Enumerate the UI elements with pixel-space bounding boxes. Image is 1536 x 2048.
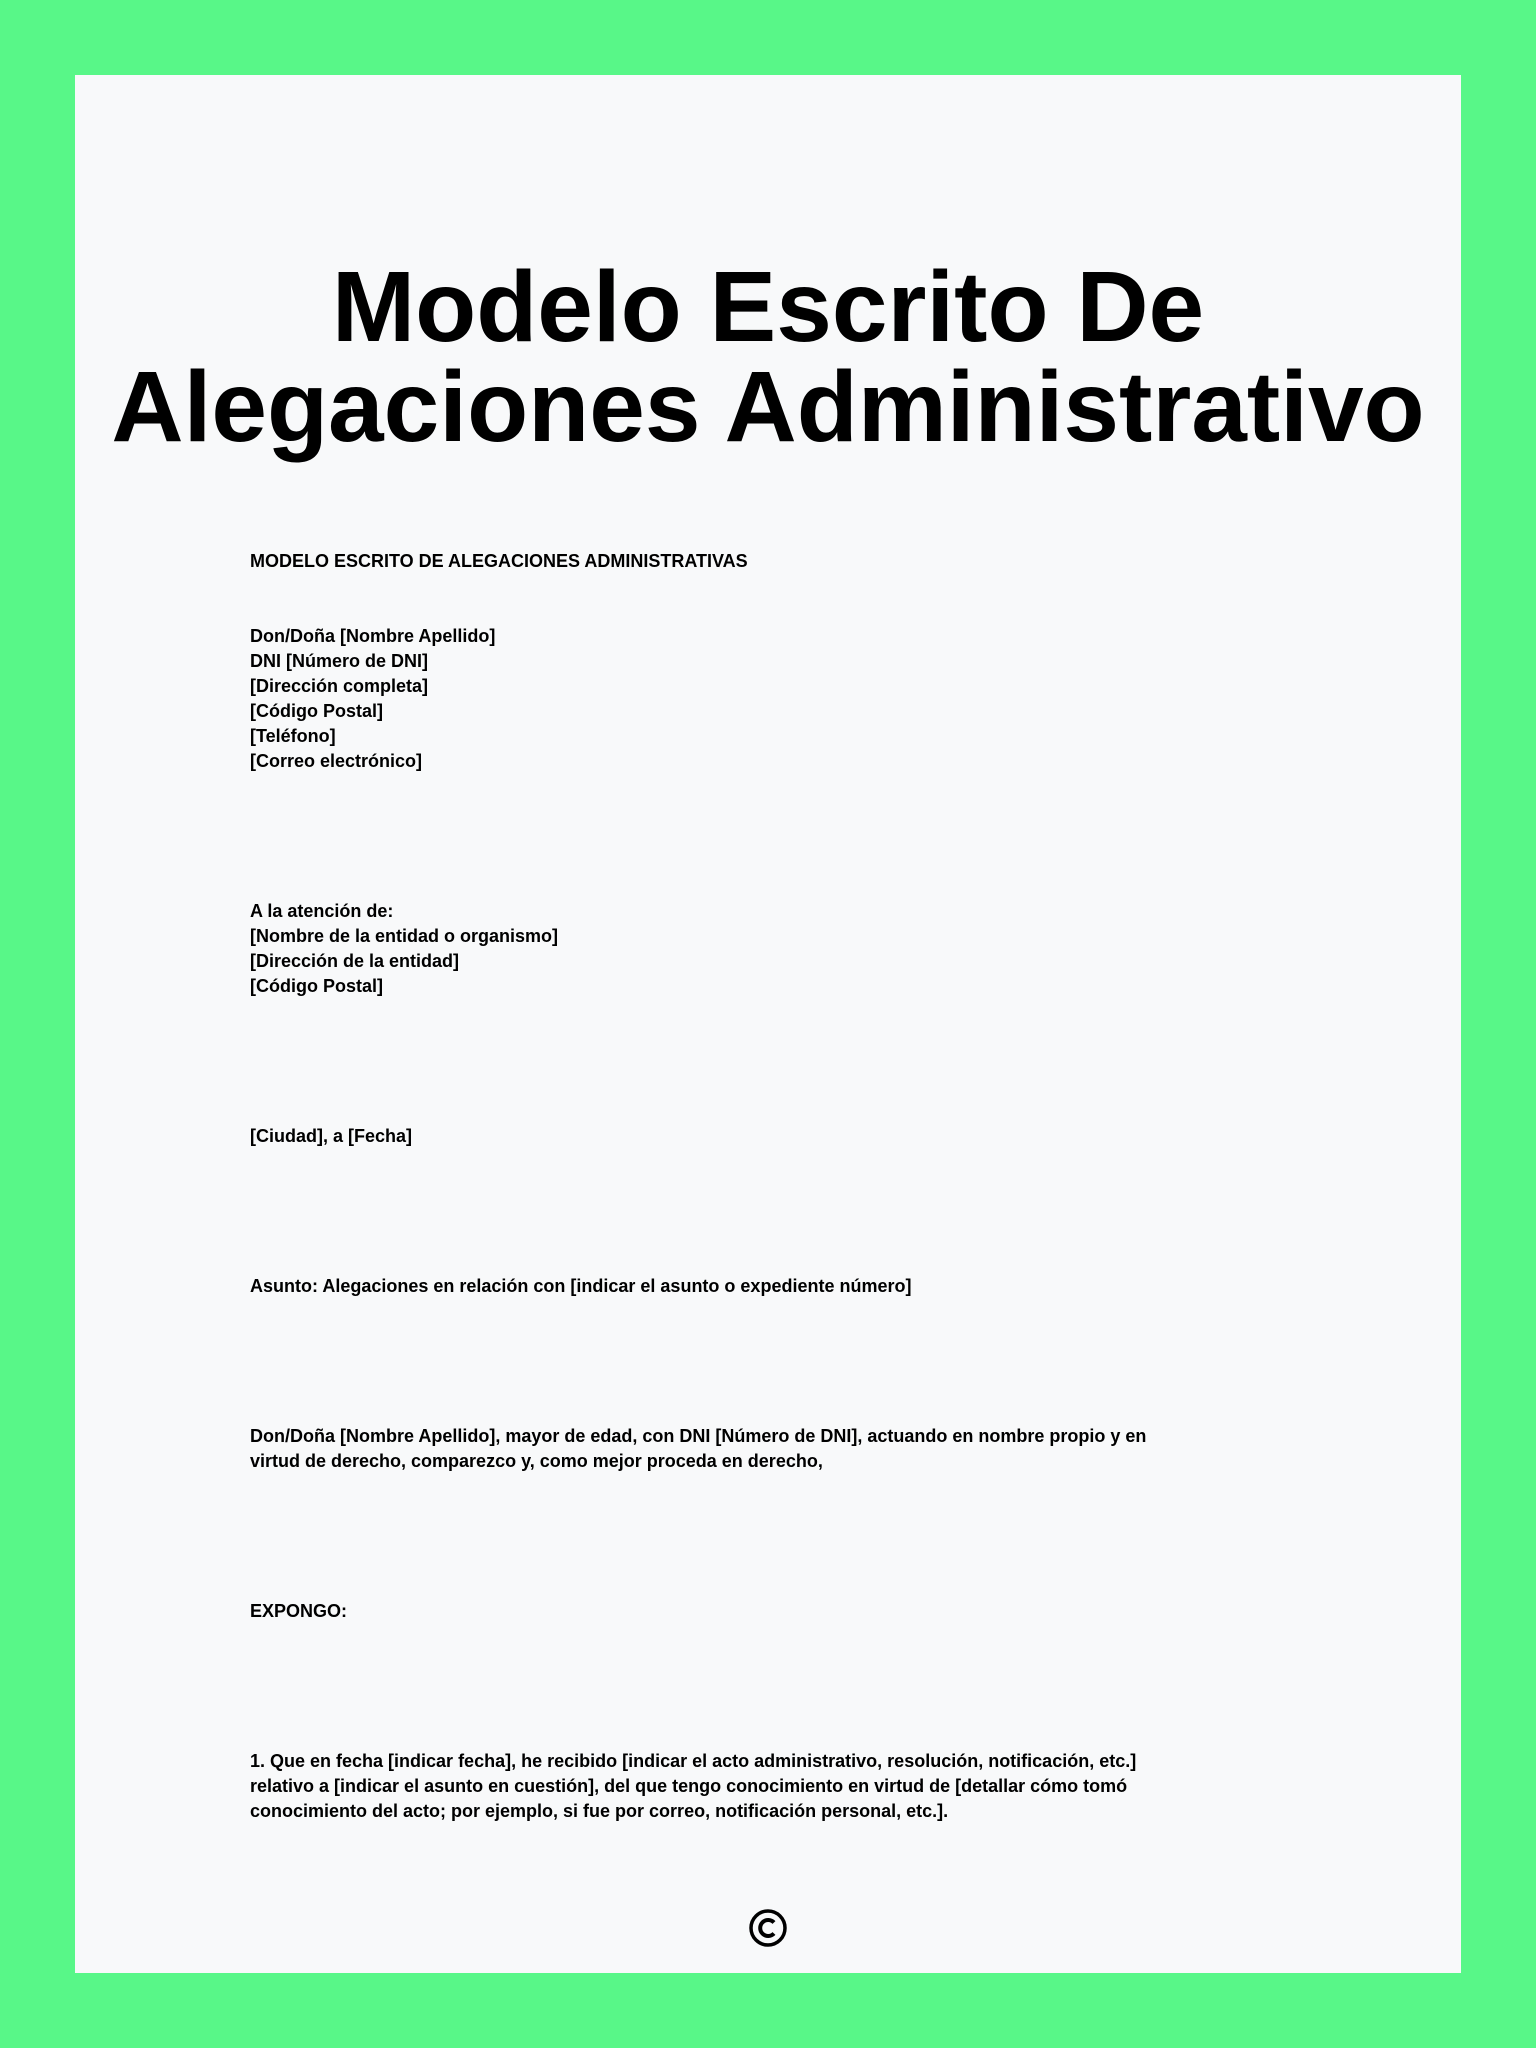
copyright-icon	[748, 1908, 788, 1948]
sender-name: Don/Doña [Nombre Apellido]	[250, 626, 496, 646]
sender-phone: [Teléfono]	[250, 726, 336, 746]
page-title	[75, 251, 1461, 463]
intro-line-2: virtud de derecho, comparezco y, como mejor proceda en derecho,	[250, 1451, 823, 1471]
title-line-1: Modelo Escrito De	[331, 251, 1205, 363]
recipient-postal-code: [Código Postal]	[250, 976, 383, 996]
recipient-entity: [Nombre de la entidad o organismo]	[250, 926, 559, 946]
title-line-2: Alegaciones Administrativo	[111, 351, 1425, 463]
subject-text: Asunto: Alegaciones en relación con [indicar el asunto o expediente número]	[250, 1276, 912, 1296]
document-page	[75, 75, 1461, 1973]
recipient-address: [Dirección de la entidad]	[250, 951, 460, 971]
point-1-line-3: conocimiento del acto; por ejemplo, si fue por correo, notificación personal, etc.].	[250, 1801, 949, 1821]
recipient-attention: A la atención de:	[250, 901, 394, 921]
expongo-label: EXPONGO:	[250, 1601, 348, 1621]
point-1-paragraph	[250, 1749, 1290, 1824]
sender-email: [Correo electrónico]	[250, 751, 423, 771]
point-1-line-2: relativo a [indicar el asunto en cuestión], del que tengo conocimiento en virtud de [detallar cómo tomó	[250, 1776, 1128, 1796]
document-heading	[250, 549, 1290, 574]
sender-dni: DNI [Número de DNI]	[250, 651, 429, 671]
sender-postal-code: [Código Postal]	[250, 701, 383, 721]
heading-text: MODELO ESCRITO DE ALEGACIONES ADMINISTRATIVAS	[250, 551, 748, 571]
recipient-block	[250, 899, 1290, 999]
place-date-text: [Ciudad], a [Fecha]	[250, 1126, 413, 1146]
section-label	[250, 1599, 1290, 1624]
intro-paragraph	[250, 1424, 1290, 1474]
subject-line	[250, 1274, 1290, 1299]
sender-address: [Dirección completa]	[250, 676, 429, 696]
intro-line-1: Don/Doña [Nombre Apellido], mayor de edad, con DNI [Número de DNI], actuando en nombre propio y en	[250, 1426, 1147, 1446]
point-1-line-1: 1. Que en fecha [indicar fecha], he recibido [indicar el acto administrativo, resolución, notificación, etc.]	[250, 1751, 1137, 1771]
place-date	[250, 1124, 1290, 1149]
sender-block	[250, 624, 1290, 774]
